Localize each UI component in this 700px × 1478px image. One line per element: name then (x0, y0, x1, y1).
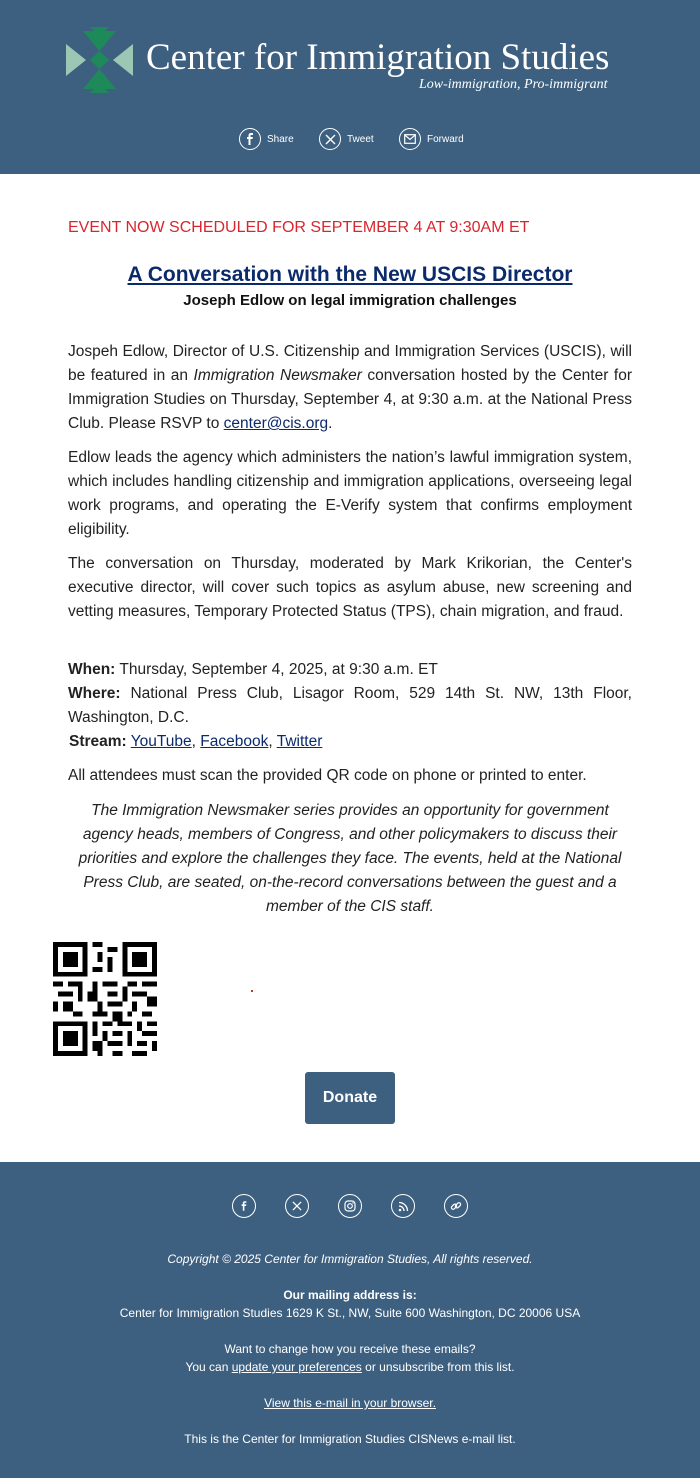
twitter-stream-link[interactable]: Twitter (276, 733, 323, 750)
where-label: Where: (68, 685, 121, 702)
topics-paragraph: The conversation on Thursday, moderated by Mark Krikorian, the Center's executive director, will cover such topics as asylum abuse, new screening and vetting measures, Temporary Protected Status (TPS), chain migration, and fraud. (68, 555, 632, 620)
forward-button[interactable] (399, 127, 464, 151)
stream-line (68, 730, 632, 754)
mailing-address: Center for Immigration Studies 1629 K St., NW, Suite 600 Washington, DC 20006 USA (119, 1306, 581, 1320)
share-button[interactable] (239, 127, 294, 151)
x-icon (319, 128, 341, 150)
series-note: The Immigration Newsmaker series provides an opportunity for government agency heads, members of Congress, and other policymakers to discuss their priorities and explore the challenges they face. The events, held at the National Press Club, are seated, on-the-record conversations between the guest and a member of the CIS staff. (78, 802, 622, 915)
where-value: National Press Club, Lisagor Room, 529 14th St. NW, 13th Floor, Washington, D.C. (68, 685, 632, 726)
update-preferences-link[interactable]: update your preferences (231, 1360, 362, 1374)
brand-tagline: Low-immigration, Pro-immigrant (419, 77, 608, 92)
instagram-icon[interactable] (338, 1194, 362, 1218)
agency-paragraph: Edlow leads the agency which administers the nation’s lawful immigration system, which includes handling citizenship and immigration applications, overseeing legal work programs, and operating the E-Verify system that confirms employment eligibility. (68, 449, 632, 538)
forward-label: Forward (427, 133, 464, 145)
subhead: Joseph Edlow on legal immigration challenges (183, 292, 517, 309)
view-in-browser-link[interactable]: View this e-mail in your browser. (264, 1396, 436, 1410)
view-browser-line (0, 1396, 700, 1410)
where-line (68, 682, 632, 730)
copyright: Copyright © 2025 Center for Immigration Studies, All rights reserved. (167, 1252, 533, 1266)
preferences-line (0, 1360, 700, 1374)
when-label: When: (68, 661, 116, 678)
facebook-icon[interactable] (232, 1194, 256, 1218)
share-label: Share (267, 133, 294, 145)
rsvp-email-link[interactable]: center@cis.org (223, 415, 329, 432)
intro-paragraph (68, 340, 632, 436)
brand-title: Center for Immigration Studies (146, 37, 610, 78)
qr-code (53, 941, 157, 1057)
change-prompt: Want to change how you receive these emails? (224, 1342, 476, 1356)
mailing-heading: Our mailing address is: (283, 1288, 417, 1302)
email-header (0, 0, 700, 174)
prefs-text-b: or unsubscribe from this list. (361, 1360, 515, 1374)
link-separator: , (268, 733, 277, 750)
when-value: Thursday, September 4, 2025, at 9:30 a.m. ET (115, 661, 438, 678)
intro-text-b: conversation hosted by the Center for Immigration Studies on Thursday, September 4, at 9:30 a.m. at the National Press Club. Please RSVP to (68, 367, 632, 432)
x-icon[interactable] (285, 1194, 309, 1218)
event-banner: EVENT NOW SCHEDULED FOR SEPTEMBER 4 AT 9:30AM ET (68, 219, 530, 236)
facebook-icon (239, 128, 261, 150)
tracking-pixel (251, 990, 253, 992)
series-name: Immigration Newsmaker (193, 367, 362, 384)
intro-text-a: Jospeh Edlow, Director of U.S. Citizenship and Immigration Services (USCIS), will be featured in an (68, 343, 632, 384)
facebook-stream-link[interactable]: Facebook (200, 733, 269, 750)
prefs-text-a: You can (185, 1360, 232, 1374)
youtube-link[interactable]: YouTube (130, 733, 192, 750)
link-separator: , (191, 733, 201, 750)
stream-label: Stream: (69, 733, 127, 750)
mail-icon (399, 128, 421, 150)
when-line (68, 658, 632, 682)
attendees-note: All attendees must scan the provided QR code on phone or printed to enter. (68, 767, 587, 784)
email-body (0, 174, 700, 1162)
link-icon[interactable] (444, 1194, 468, 1218)
headline-link[interactable]: A Conversation with the New USCIS Director (127, 263, 573, 286)
donate-button[interactable]: Donate (305, 1072, 395, 1124)
event-details (68, 658, 632, 754)
list-note: This is the Center for Immigration Studies CISNews e-mail list. (184, 1432, 516, 1446)
tweet-button[interactable] (319, 127, 374, 151)
intro-text-c: . (328, 415, 333, 432)
tweet-label: Tweet (347, 133, 374, 145)
share-bar (0, 127, 700, 151)
cis-logo-icon (66, 27, 133, 93)
email-footer (0, 1162, 700, 1478)
rss-icon[interactable] (391, 1194, 415, 1218)
